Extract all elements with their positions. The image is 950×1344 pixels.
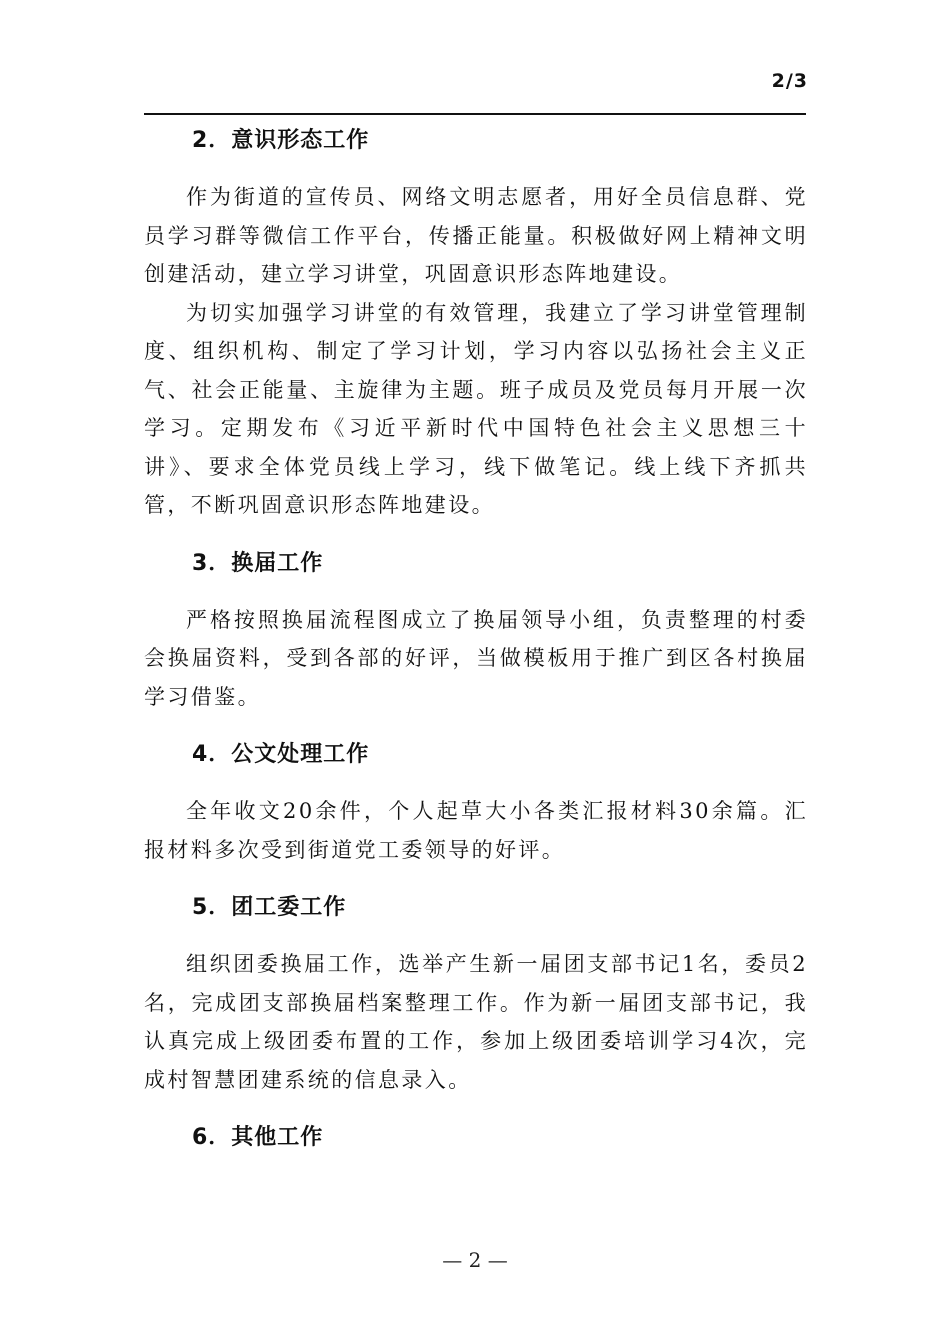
section-heading-3: 3．换届工作: [192, 550, 324, 576]
document-body: [144, 124, 808, 1155]
header-rule: [144, 113, 806, 115]
section-heading-4: 4．公文处理工作: [192, 742, 370, 767]
section-3-paragraph-1: 严格按照换届流程图成立了换届领导小组，负责整理的村委会换届资料，受到各部的好评，当做模板用于推广到区各村换届学习借鉴。: [144, 607, 808, 709]
section-4-paragraph-1: 全年收文20余件，个人起草大小各类汇报材料30余篇。汇报材料多次受到街道党工委领导的好评。: [144, 799, 808, 862]
section-2-paragraph-1: 作为街道的宣传员、网络文明志愿者，用好全员信息群、党员学习群等微信工作平台，传播正能量。积极做好网上精神文明创建活动，建立学习讲堂，巩固意识形态阵地建设。: [144, 185, 808, 286]
section-5-paragraph-1: 组织团委换届工作，选举产生新一届团支部书记1名，委员2名，完成团支部换届档案整理工作。作为新一届团支部书记，我认真完成上级团委布置的工作，参加上级团委培训学习4次，完成村智慧团建系统的信息录入。: [144, 952, 808, 1092]
section-2-paragraph-2: 为切实加强学习讲堂的有效管理，我建立了学习讲堂管理制度、组织机构、制定了学习计划，学习内容以弘扬社会主义正气、社会正能量、主旋律为主题。班子成员及党员每月开展一次学习。定期发布《习近平新时代中国特色社会主义思想三十讲》、要求全体党员线上学习，线下做笔记。线上线下齐抓共管，不断巩固意识形态阵地建设。: [144, 300, 808, 517]
page-counter: 2/3: [771, 70, 808, 92]
section-heading-6: 6．其他工作: [192, 1125, 324, 1150]
footer-page-number: — 2 —: [442, 1248, 508, 1272]
section-heading-2: 2．意识形态工作: [192, 128, 370, 153]
section-heading-5: 5．团工委工作: [192, 895, 347, 920]
